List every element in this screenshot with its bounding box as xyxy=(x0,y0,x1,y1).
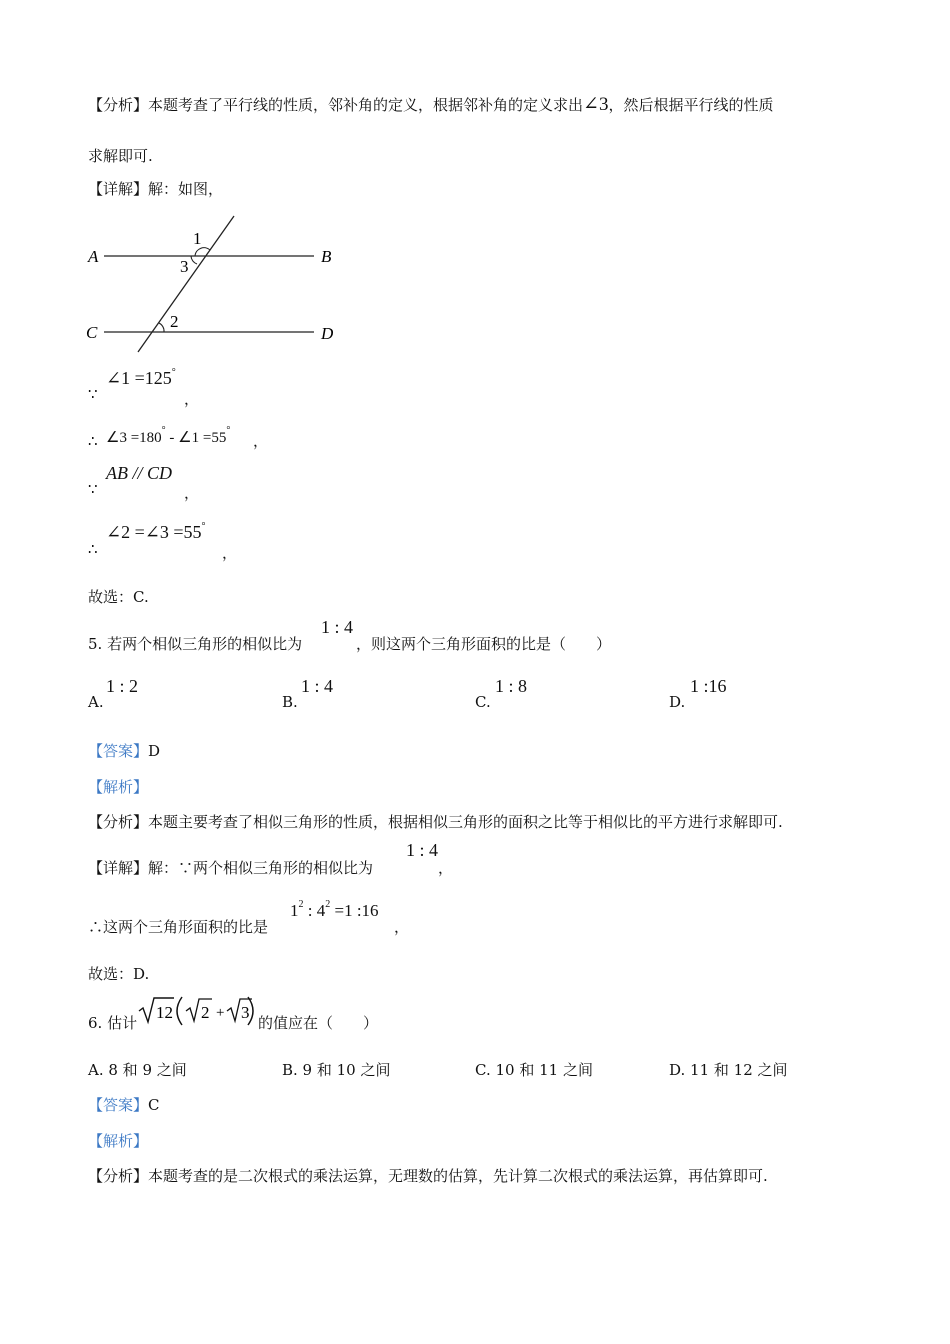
q5-conclusion-math: $1^2$ : $4^2 =1$ :16 xyxy=(290,899,379,920)
step-3-math: AB // CD xyxy=(106,463,172,483)
label-angle-1: 1 xyxy=(193,229,202,248)
detail-tag: 【详解】 xyxy=(88,180,149,198)
detail-text: 解：如图， xyxy=(148,180,224,198)
q5-option-a-value: 1 : 2 xyxy=(106,676,139,696)
q5-option-d-label[interactable]: D. xyxy=(669,693,686,711)
step-1-math: ∠1 =125° xyxy=(106,367,176,388)
q5-option-b-label[interactable]: B. xyxy=(282,693,298,711)
q5-conclusion-tail: ， xyxy=(394,918,410,936)
q4-analysis-line-2: 求解即可. xyxy=(88,147,153,165)
q4-detail xyxy=(88,178,223,199)
answer-tag: 【答案】 xyxy=(88,742,149,760)
label-b: B xyxy=(321,247,332,266)
angle-1-arc xyxy=(195,248,210,256)
q5-option-c-label[interactable]: C. xyxy=(475,693,491,711)
q5-stem xyxy=(88,633,302,654)
q6-stem-tail: 的值应在（ ） xyxy=(258,1014,379,1032)
radicand-12: 12 xyxy=(156,1003,173,1022)
q5-option-a-label[interactable]: A. xyxy=(88,693,104,711)
q5-detail-ratio: 1 : 4 xyxy=(406,840,439,860)
q6-jiexi-tag: 【解析】 xyxy=(88,1132,149,1150)
q5-option-c-value: 1 : 8 xyxy=(495,676,528,696)
q6-option-d[interactable]: D. 11 和 12 之间 xyxy=(669,1061,788,1079)
step-1-symbol: ∵ xyxy=(88,385,98,403)
q6-option-b[interactable]: B. 9 和 10 之间 xyxy=(282,1061,391,1079)
radicand-3: 3 xyxy=(241,1003,250,1022)
q4-choice: 故选：C. xyxy=(88,588,149,606)
angle-3-math: ∠3 xyxy=(583,94,609,115)
step-4-math: ∠2 =∠3 =55° xyxy=(106,521,206,542)
q5-detail-tail: ， xyxy=(438,859,454,877)
q6-option-c[interactable]: C. 10 和 11 之间 xyxy=(475,1061,593,1079)
plus-sign: + xyxy=(216,1005,225,1021)
step-4-symbol: ∴ xyxy=(88,540,98,558)
label-a: A xyxy=(88,247,99,266)
q5-option-d-value: 1 :16 xyxy=(690,676,727,696)
q5-stem-text: 5. 若两个相似三角形的相似比为 xyxy=(88,635,303,653)
q5-answer xyxy=(88,740,160,761)
q4-analysis-line-1 xyxy=(88,93,773,116)
q6-answer xyxy=(88,1094,160,1115)
answer-value: C xyxy=(148,1096,160,1114)
label-c: C xyxy=(86,323,98,342)
angle-2-arc xyxy=(159,323,164,332)
label-d: D xyxy=(321,324,334,343)
step-4-tail: ， xyxy=(222,544,238,562)
step-2-tail: ， xyxy=(253,432,269,450)
q5-analysis: 【分析】本题主要考查了相似三角形的性质，根据相似三角形的面积之比等于相似比的平方进行求解即可. xyxy=(88,813,783,831)
step-2-math: ∠3 =180° - ∠1 =55° xyxy=(106,425,231,446)
answer-value: D xyxy=(148,742,161,760)
angle-3-arc xyxy=(191,256,197,264)
answer-tag: 【答案】 xyxy=(88,1096,149,1114)
step-3-symbol: ∵ xyxy=(88,480,98,498)
q5-jiexi-tag: 【解析】 xyxy=(88,778,149,796)
q6-stem-head: 6. 估计 xyxy=(88,1014,138,1032)
q5-option-b-value: 1 : 4 xyxy=(301,676,334,696)
step-2-symbol: ∴ xyxy=(88,432,98,450)
parallel-lines-figure xyxy=(80,210,350,360)
q5-detail: 【详解】解：∵两个相似三角形的相似比为 xyxy=(88,859,374,877)
analysis-text-2: ，然后根据平行线的性质 xyxy=(608,96,774,114)
step-1-tail: ， xyxy=(184,390,200,408)
analysis-tag: 【分析】 xyxy=(88,96,149,114)
q6-analysis: 【分析】本题考查的是二次根式的乘法运算，无理数的估算，先计算二次根式的乘法运算，再估算即可. xyxy=(88,1167,768,1185)
q5-stem-ratio: 1 : 4 xyxy=(321,617,354,637)
q6-radical-expression xyxy=(136,994,258,1028)
step-3-tail: ， xyxy=(184,484,200,502)
analysis-text: 本题考查了平行线的性质，邻补角的定义，根据邻补角的定义求出 xyxy=(148,96,584,114)
q6-option-a[interactable]: A. 8 和 9 之间 xyxy=(88,1061,187,1079)
label-angle-3: 3 xyxy=(180,257,189,276)
q5-stem-tail: ，则这两个三角形面积的比是（ ） xyxy=(356,635,612,653)
label-angle-2: 2 xyxy=(170,312,179,331)
q5-choice: 故选：D. xyxy=(88,965,150,983)
radicand-2: 2 xyxy=(201,1003,210,1022)
q5-conclusion: ∴这两个三角形面积的比是 xyxy=(88,918,269,936)
left-paren xyxy=(177,997,182,1025)
